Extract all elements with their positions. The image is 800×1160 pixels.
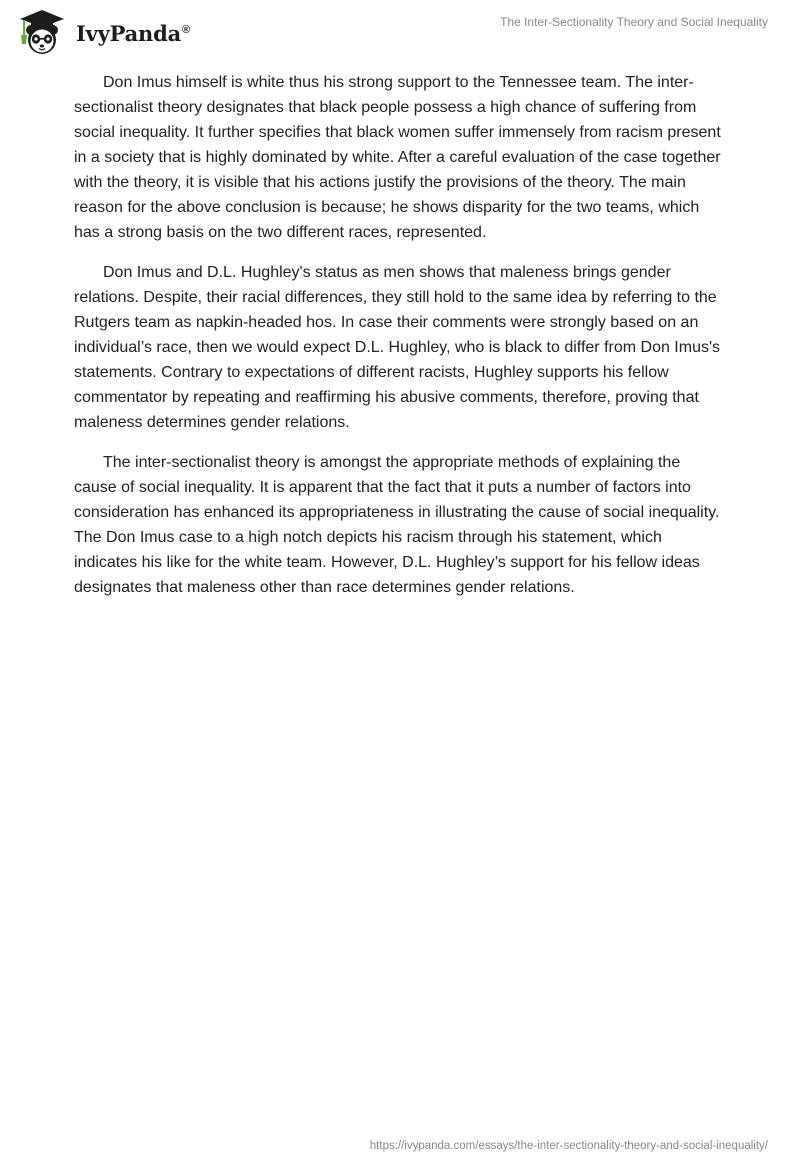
paragraph-2: Don Imus and D.L. Hughley's status as men shows that maleness brings gender relations. Despite, their racial differences, they still hold to the same idea by referring to the Rutgers team as napkin-headed hos. In case their comments were strongly based on an individual’s race, then we would expect D.L. Hughley, who is black to differ from Don Imus's statements. Contrary to expectations of different racists, Hughley supports his fellow commentator by repeating and reaffirming his abusive comments, therefore, proving that maleness determines gender relations. — [74, 264, 721, 431]
panda-graduate-icon — [14, 8, 70, 56]
ivypanda-logo[interactable] — [14, 8, 190, 56]
paragraph-1: Don Imus himself is white thus his strong support to the Tennessee team. The inter-sectionalist theory designates that black people possess a high chance of suffering from social inequality. It further specifies that black women suffer immensely from racism present in a society that is highly dominated by white. After a careful evaluation of the case together with the theory, it is visible that his actions justify the provisions of the theory. The main reason for the above conclusion is because; he shows disparity for the two teams, which has a strong basis on the two different races, represented. — [74, 74, 721, 241]
logo-wordmark: IvyPanda® — [76, 20, 190, 46]
registered-mark: ® — [182, 23, 190, 36]
essay-body — [74, 70, 726, 615]
document-title: The Inter-Sectionality Theory and Social Inequality — [500, 15, 768, 29]
page-header — [0, 0, 800, 60]
source-url[interactable]: https://ivypanda.com/essays/the-inter-sectionality-theory-and-social-inequality/ — [369, 1140, 768, 1152]
paragraph-3: The inter-sectionalist theory is amongst the appropriate methods of explaining the cause of social inequality. It is apparent that the fact that it puts a number of factors into consideration has enhanced its appropriateness in illustrating the cause of social inequality. The Don Imus case to a high notch depicts his racism through his statement, which indicates his like for the white team. However, D.L. Hughley’s support for his fellow ideas designates that maleness other than race determines gender relations. — [74, 454, 720, 596]
